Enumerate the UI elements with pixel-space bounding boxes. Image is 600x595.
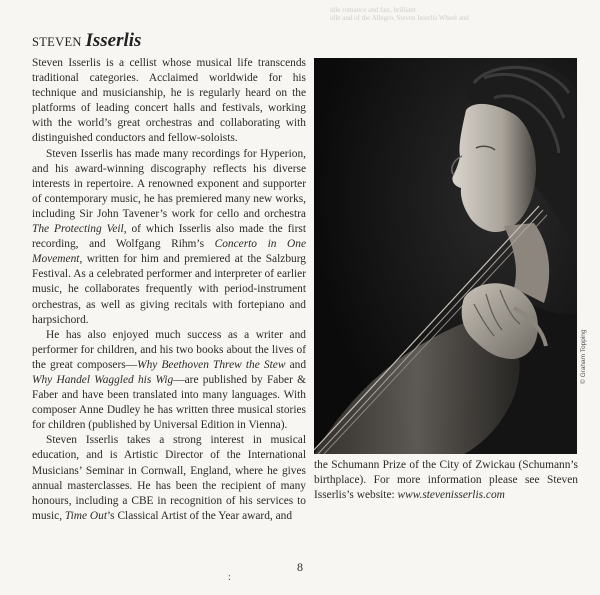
bio-paragraph-1 [32, 56, 306, 147]
heading-last-name: Isserlis [85, 30, 142, 51]
bio-text: the Schumann Prize of the City of Zwickau (Schumann’s birthplace). For more information please see Steven Isserlis’s website: [314, 459, 578, 502]
stray-mark: : [228, 572, 231, 583]
show-through-line-2: idle and of the Allegro, Steven Isserlis Wheel and [330, 14, 469, 22]
bio-text: Steven Isserlis is a cellist whose musical life transcends traditional categories. Acclaimed worldwide for his technique and musicianship, he is regularly heard on the platforms of leading concert halls and festivals, working with the world’s great orchestras and collaborating with distinguished conductors and fellow-soloists. [32, 57, 306, 145]
page-number: 8 [297, 560, 303, 574]
biography-continued [314, 458, 578, 503]
bio-text: , written for him and premiered at the Salzburg Festival. As a celebrated performer and interpreter of earlier music, he collaborates frequently with period-instrument orchestras, as well as giving recitals with fortepiano and harpsichord. [32, 253, 306, 326]
bio-paragraph-4 [32, 433, 306, 524]
bio-paragraph-2 [32, 147, 306, 328]
work-title: The Protecting Veil [32, 223, 124, 236]
biography-column [32, 56, 306, 524]
bio-text: Steven Isserlis takes a strong interest in musical education, and is Artistic Director of the International Musicians’ Seminar in Cornwall, England, where he gives annual masterclasses. He has been the recipient of many honours, including a CBE in recognition of his services to music, [32, 434, 306, 522]
bio-text: and [285, 358, 307, 371]
bio-text: , of which Isserlis also made the first recording, and Wolfgang Rihm’s [32, 223, 306, 251]
cellist-photo [314, 58, 577, 454]
website-url: www.stevenisserlis.com [397, 489, 505, 502]
bio-text: He has also enjoyed much success as a writer and performer for children, and his two books about the lives of the great composers— [32, 328, 306, 371]
cellist-photo-illustration [314, 58, 577, 454]
magazine-title: Time Out [64, 509, 107, 522]
bio-text: —are published by Faber & Faber and have been translated into many languages. With composer Anne Dudley he has written three musical stories for children (published by Universal Edition in Vienna). [32, 373, 307, 432]
bio-paragraph-5 [314, 458, 578, 503]
page-heading [32, 32, 141, 51]
book-title: Why Beethoven Threw the Stew [137, 358, 286, 371]
bio-text: ’s Classical Artist of the Year award, and [107, 509, 293, 522]
bio-text: Steven Isserlis has made many recordings for Hyperion, and his award-winning discography reflects his diverse interests in repertoire. A renowned exponent and supporter of contemporary music, he has premiered many new works, including Sir John Tavener’s work for cello and orchestra [32, 147, 306, 220]
photo-credit: © Graham Topping [580, 329, 587, 384]
show-through-line-1: idle romance and fast, brilliant [330, 6, 416, 14]
work-title: Concerto in One Movement [32, 238, 306, 266]
show-through-text [330, 6, 592, 22]
heading-first-name: STEVEN [32, 35, 82, 49]
book-title: Why Handel Waggled his Wig [32, 373, 174, 386]
bio-paragraph-3 [32, 328, 306, 434]
